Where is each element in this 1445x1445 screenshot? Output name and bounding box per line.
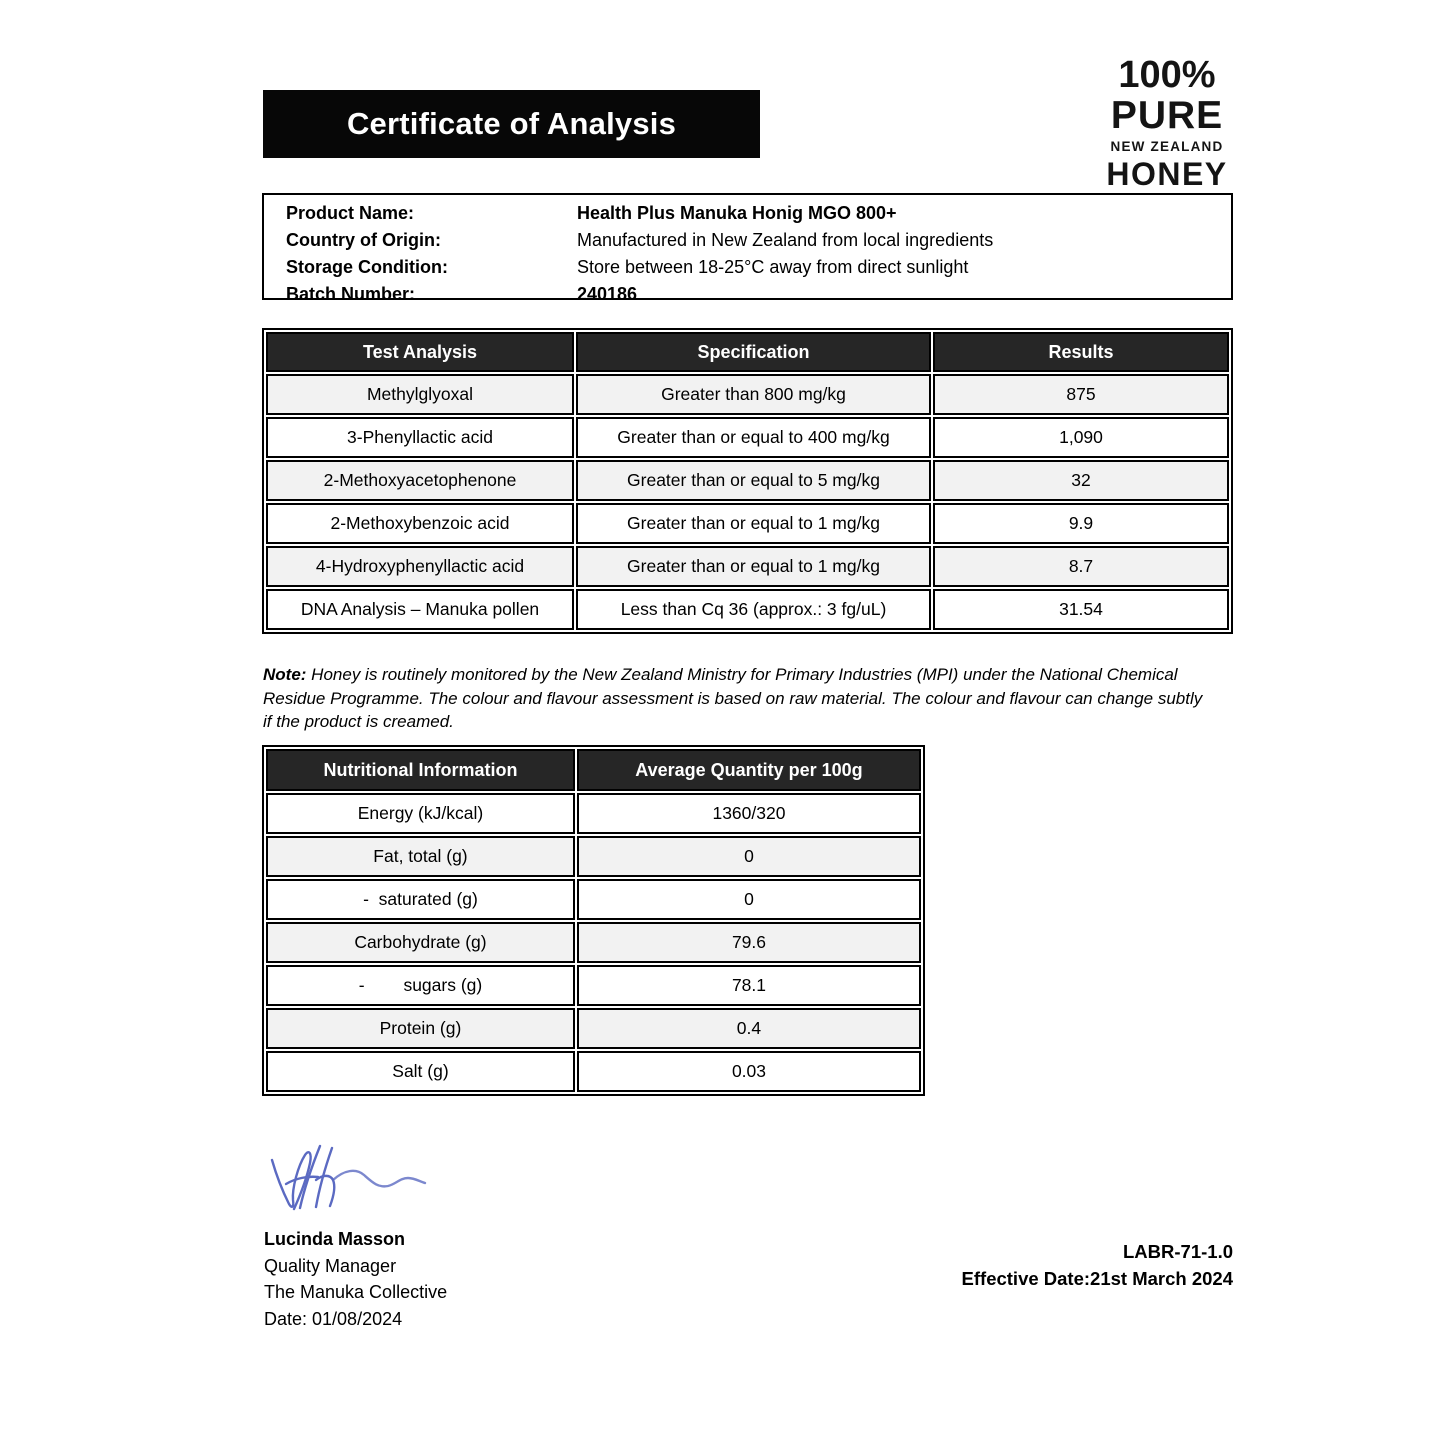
table-row	[266, 1051, 921, 1092]
nutrient-value-cell: 0.4	[577, 1008, 921, 1049]
test-name-cell: 4-Hydroxyphenyllactic acid	[266, 546, 574, 587]
logo-line-pure: PURE	[1110, 94, 1224, 137]
result-cell: 32	[933, 460, 1229, 501]
test-name-cell: 2-Methoxyacetophenone	[266, 460, 574, 501]
nutrient-name-cell: Protein (g)	[266, 1008, 575, 1049]
signer-company: The Manuka Collective	[264, 1282, 448, 1302]
nutrient-value-cell: 78.1	[577, 965, 921, 1006]
monitoring-note	[263, 663, 1213, 734]
signer-role: Quality Manager	[264, 1255, 397, 1276]
average-quantity-column-header: Average Quantity per 100g	[577, 749, 921, 791]
test-analysis-column-header: Test Analysis	[266, 332, 574, 372]
result-cell: 9.9	[933, 503, 1229, 544]
nutrient-name-cell: Energy (kJ/kcal)	[266, 793, 575, 834]
table-row	[266, 546, 1229, 587]
logo-line-100-percent: 100%	[1118, 54, 1216, 96]
nutrient-value-cell: 79.6	[577, 922, 921, 963]
signer-block	[264, 1226, 447, 1332]
results-column-header: Results	[933, 332, 1229, 372]
storage-condition-value: Store between 18-25°C away from direct sunlight	[577, 257, 969, 277]
table-row	[266, 793, 921, 834]
document-reference-block	[962, 1238, 1233, 1292]
specification-cell: Less than Cq 36 (approx.: 3 fg/uL)	[576, 589, 931, 630]
product-info-row	[264, 200, 1231, 227]
result-cell: 8.7	[933, 546, 1229, 587]
table-row	[266, 460, 1229, 501]
test-table-header-row	[266, 332, 1229, 372]
table-row	[266, 922, 921, 963]
nutrient-value-cell: 1360/320	[577, 793, 921, 834]
test-name-cell: 3-Phenyllactic acid	[266, 417, 574, 458]
specification-cell: Greater than or equal to 1 mg/kg	[576, 503, 931, 544]
table-row	[266, 965, 921, 1006]
product-name-value: Health Plus Manuka Honig MGO 800+	[577, 203, 897, 223]
nutrient-name-cell: - sugars (g)	[266, 965, 575, 1006]
signature-scrawl-icon	[264, 1136, 434, 1221]
test-name-cell: Methylglyoxal	[266, 374, 574, 415]
nutrient-value-cell: 0	[577, 879, 921, 920]
nutrient-name-cell: - saturated (g)	[266, 879, 575, 920]
result-cell: 31.54	[933, 589, 1229, 630]
test-name-cell: DNA Analysis – Manuka pollen	[266, 589, 574, 630]
specification-cell: Greater than 800 mg/kg	[576, 374, 931, 415]
signer-name: Lucinda Masson	[264, 1229, 406, 1249]
nutrient-value-cell: 0.03	[577, 1051, 921, 1092]
country-of-origin-value: Manufactured in New Zealand from local ingredients	[577, 230, 994, 250]
specification-cell: Greater than or equal to 400 mg/kg	[576, 417, 931, 458]
table-row	[266, 879, 921, 920]
product-info-row	[264, 281, 1231, 308]
nutrient-name-cell: Fat, total (g)	[266, 836, 575, 877]
country-of-origin-label: Country of Origin:	[286, 230, 441, 250]
effective-date: Effective Date:21st March 2024	[961, 1268, 1233, 1289]
page-title: Certificate of Analysis	[346, 106, 677, 141]
table-row	[266, 374, 1229, 415]
result-cell: 875	[933, 374, 1229, 415]
specification-cell: Greater than or equal to 1 mg/kg	[576, 546, 931, 587]
product-info-row	[264, 254, 1231, 281]
nutrient-value-cell: 0	[577, 836, 921, 877]
table-row	[266, 836, 921, 877]
specification-cell: Greater than or equal to 5 mg/kg	[576, 460, 931, 501]
batch-number-label: Batch Number:	[286, 284, 416, 304]
note-text: Honey is routinely monitored by the New Zealand Ministry for Primary Industries (MPI) under the National Chemical Residue Programme. The colour and flavour assessment is based on raw material. The colour and flavour can change subtly if the product is creamed.	[263, 665, 1203, 731]
certificate-title-bar	[263, 90, 760, 158]
test-name-cell: 2-Methoxybenzoic acid	[266, 503, 574, 544]
document-code: LABR-71-1.0	[1123, 1241, 1233, 1262]
nutrition-table-header-row	[266, 749, 921, 791]
table-row	[266, 589, 1229, 630]
table-row	[266, 503, 1229, 544]
signing-date: Date: 01/08/2024	[264, 1308, 403, 1329]
nutritional-information-table	[262, 745, 925, 1096]
pure-nz-honey-logo	[1100, 56, 1234, 190]
table-row	[266, 1008, 921, 1049]
nutrient-name-cell: Carbohydrate (g)	[266, 922, 575, 963]
specification-column-header: Specification	[576, 332, 931, 372]
logo-line-new-zealand: NEW ZEALAND	[1110, 139, 1224, 154]
handwritten-signature	[264, 1136, 434, 1226]
note-label: Note:	[263, 665, 307, 684]
nutrient-name-cell: Salt (g)	[266, 1051, 575, 1092]
batch-number-value: 240186	[577, 284, 638, 304]
nutritional-information-column-header: Nutritional Information	[266, 749, 575, 791]
storage-condition-label: Storage Condition:	[286, 257, 448, 277]
product-info-row	[264, 227, 1231, 254]
test-analysis-table	[262, 328, 1233, 634]
table-row	[266, 417, 1229, 458]
product-name-label: Product Name:	[286, 203, 415, 223]
product-info-box	[262, 193, 1233, 304]
logo-line-honey: HONEY	[1106, 155, 1228, 192]
result-cell: 1,090	[933, 417, 1229, 458]
